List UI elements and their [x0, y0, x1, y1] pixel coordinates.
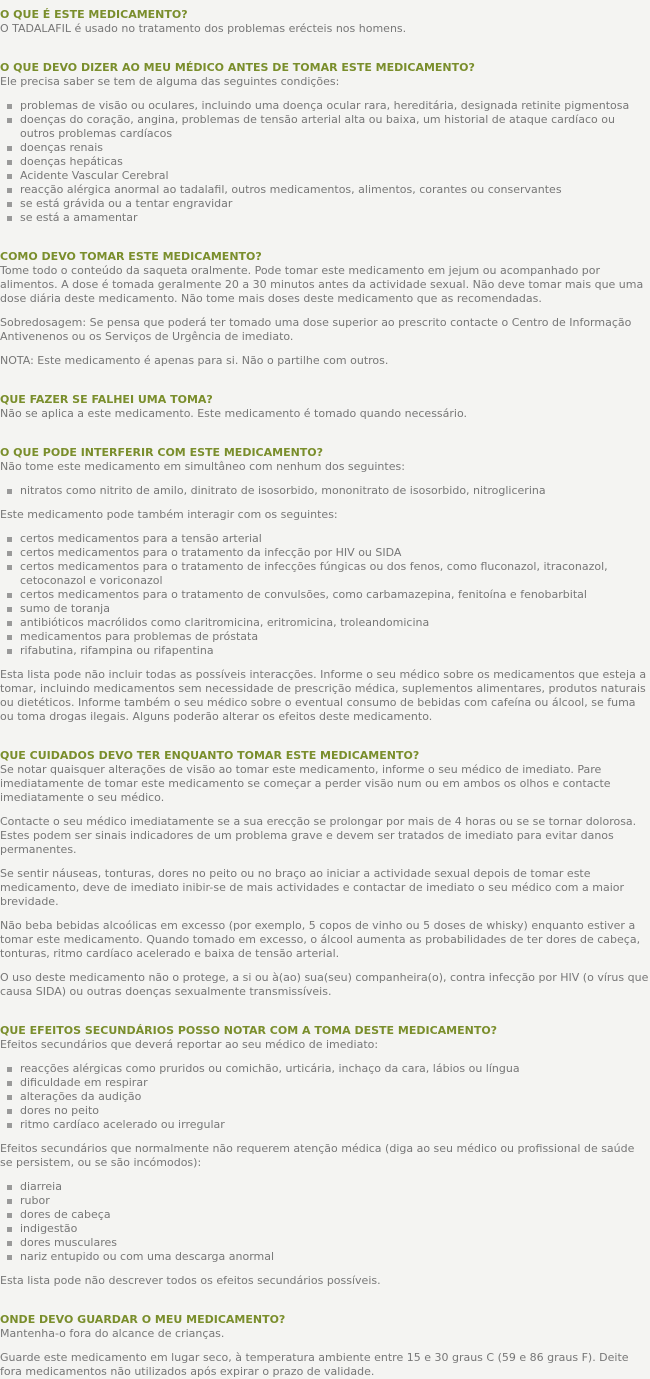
- paragraph: Ele precisa saber se tem de alguma das seguintes condições:: [0, 75, 340, 88]
- list-item: reacção alérgica anormal ao tadalafil, outros medicamentos, alimentos, corantes ou conservantes: [20, 183, 650, 197]
- list-item: sumo de toranja: [20, 602, 650, 616]
- paragraph: Tome todo o conteúdo da saqueta oralmente. Pode tomar este medicamento em jejum ou acompanhado por alimentos. A dose é tomada geralmente 20 a 30 minutos antes da actividade sexual. Não deve tomar mais que uma dose diária deste medicamento. Não tome mais doses deste medicamento que as recomendadas.: [0, 264, 644, 305]
- bullet-list: [0, 1180, 650, 1264]
- list-item: se está a amamentar: [20, 211, 650, 225]
- paragraph: Sobredosagem: Se pensa que poderá ter tomado uma dose superior ao prescrito contacte o Centro de Informação Antivenenos ou os Serviços de Urgência de imediato.: [0, 316, 632, 343]
- list-item: certos medicamentos para o tratamento de convulsões, como carbamazepina, fenitoína e fenobarbital: [20, 588, 650, 602]
- list-item: medicamentos para problemas de próstata: [20, 630, 650, 644]
- paragraph: Se sentir náuseas, tonturas, dores no peito ou no braço ao iniciar a actividade sexual depois de tomar este medicamento, deve de imediato inibir-se de mais actividades e contactar de imediato o seu médico com a maior brevidade.: [0, 867, 625, 908]
- paragraph: Efeitos secundários que deverá reportar ao seu médico de imediato:: [0, 1038, 379, 1051]
- paragraph: Efeitos secundários que normalmente não requerem atenção médica (diga ao seu médico ou profissional de saúde se persistem, ou se são incómodos):: [0, 1142, 635, 1169]
- list-item: nariz entupido ou com uma descarga anormal: [20, 1250, 650, 1264]
- bullet-list: [0, 99, 650, 225]
- list-item: doenças hepáticas: [20, 155, 650, 169]
- section-heading: COMO DEVO TOMAR ESTE MEDICAMENTO?: [0, 250, 262, 263]
- list-item: dores de cabeça: [20, 1208, 650, 1222]
- section: [0, 7, 650, 36]
- paragraph: Contacte o seu médico imediatamente se a sua erecção se prolongar por mais de 4 horas ou se se tornar dolorosa. Estes podem ser sinais indicadores de um problema grave e devem ser tratados de imediato para evitar danos permanentes.: [0, 815, 637, 856]
- list-item: doenças renais: [20, 141, 650, 155]
- bullet-list: [0, 1062, 650, 1132]
- paragraph: Não se aplica a este medicamento. Este medicamento é tomado quando necessário.: [0, 407, 468, 420]
- list-item: alterações da audição: [20, 1090, 650, 1104]
- paragraph: O uso deste medicamento não o protege, a si ou à(ao) sua(seu) companheira(o), contra infecção por HIV (o vírus que causa SIDA) ou outras doenças sexualmente transmissíveis.: [0, 971, 649, 998]
- paragraph: NOTA: Este medicamento é apenas para si. Não o partilhe com outros.: [0, 354, 389, 367]
- list-item: certos medicamentos para o tratamento de infecções fúngicas ou dos fenos, como fluconazol, itraconazol, cetoconazol e voriconazol: [20, 560, 650, 588]
- list-item: doenças do coração, angina, problemas de tensão arterial alta ou baixa, um historial de ataque cardíaco ou outros problemas cardíacos: [20, 113, 650, 141]
- paragraph: O TADALAFIL é usado no tratamento dos problemas eréctеis nos homens.: [0, 22, 407, 35]
- list-item: antibióticos macrólidos como claritromicina, eritromicina, troleandomicina: [20, 616, 650, 630]
- list-item: reacções alérgicas como pruridos ou comichão, urticária, inchaço da cara, lábios ou língua: [20, 1062, 650, 1076]
- list-item: ritmo cardíaco acelerado ou irregular: [20, 1118, 650, 1132]
- section-heading: QUE EFEITOS SECUNDÁRIOS POSSO NOTAR COM A TOMA DESTE MEDICAMENTO?: [0, 1024, 498, 1037]
- list-item: dores no peito: [20, 1104, 650, 1118]
- section-heading: O QUE DEVO DIZER AO MEU MÉDICO ANTES DE TOMAR ESTE MEDICAMENTO?: [0, 61, 475, 74]
- paragraph: Se notar quaisquer alterações de visão ao tomar este medicamento, informe o seu médico de imediato. Pare imediatamente de tomar este medicamento se começar a perder visão num ou em ambos os olhos e contacte imediatamente o seu médico.: [0, 763, 611, 804]
- paragraph: Mantenha-o fora do alcance de crianças.: [0, 1327, 225, 1340]
- list-item: diarreia: [20, 1180, 650, 1194]
- list-item: dores musculares: [20, 1236, 650, 1250]
- list-item: nitratos como nitrito de amilo, dinitrato de isosorbido, mononitrato de isosorbido, nitroglicerina: [20, 484, 650, 498]
- section: [0, 249, 650, 368]
- bullet-list: [0, 484, 650, 498]
- list-item: certos medicamentos para o tratamento da infecção por HIV ou SIDA: [20, 546, 650, 560]
- section: [0, 1312, 650, 1379]
- list-item: se está grávida ou a tentar engravidar: [20, 197, 650, 211]
- section: [0, 748, 650, 999]
- section-heading: O QUE PODE INTERFERIR COM ESTE MEDICAMENTO?: [0, 446, 324, 459]
- section: [0, 60, 650, 225]
- section-heading: O QUE É ESTE MEDICAMENTO?: [0, 8, 188, 21]
- paragraph: Este medicamento pode também interagir com os seguintes:: [0, 508, 338, 521]
- section: [0, 1023, 650, 1288]
- list-item: dificuldade em respirar: [20, 1076, 650, 1090]
- list-item: certos medicamentos para a tensão arterial: [20, 532, 650, 546]
- list-item: rubor: [20, 1194, 650, 1208]
- paragraph: Esta lista pode não descrever todos os efeitos secundários possíveis.: [0, 1274, 381, 1287]
- bullet-list: [0, 532, 650, 658]
- list-item: problemas de visão ou oculares, incluindo uma doença ocular rara, hereditária, designada retinite pigmentosa: [20, 99, 650, 113]
- section-heading: QUE FAZER SE FALHEI UMA TOMA?: [0, 393, 213, 406]
- section-heading: QUE CUIDADOS DEVO TER ENQUANTO TOMAR ESTE MEDICAMENTO?: [0, 749, 420, 762]
- paragraph: Não tome este medicamento em simultâneo com nenhum dos seguintes:: [0, 460, 405, 473]
- list-item: indigestão: [20, 1222, 650, 1236]
- section: [0, 445, 650, 724]
- section: [0, 392, 650, 421]
- paragraph: Não beba bebidas alcoólicas em excesso (por exemplo, 5 copos de vinho ou 5 doses de whisky) enquanto estiver a tomar este medicamento. Quando tomado em excesso, o álcool aumenta as probabilidades de ter dores de cabeça, tonturas, ritmo cardíaco acelerado e baixa de tensão arterial.: [0, 919, 641, 960]
- list-item: Acidente Vascular Cerebral: [20, 169, 650, 183]
- section-heading: ONDE DEVO GUARDAR O MEU MEDICAMENTO?: [0, 1313, 286, 1326]
- list-item: rifabutina, rifampina ou rifapentina: [20, 644, 650, 658]
- paragraph: Guarde este medicamento em lugar seco, à temperatura ambiente entre 15 e 30 graus C (59 e 86 graus F). Deite fora medicamentos não utilizados após expirar o prazo de validade.: [0, 1351, 629, 1378]
- paragraph: Esta lista pode não incluir todas as possíveis interacções. Informe o seu médico sobre os medicamentos que esteja a tomar, incluindo medicamentos sem necessidade de prescrição médica, suplementos alimentares, produtos naturais ou dietéticos. Informe também o seu médico sobre o eventual consumo de bebidas com cafeína ou álcool, se fuma ou toma drogas ilegais. Alguns poderão alterar os efeitos deste medicamento.: [0, 668, 647, 723]
